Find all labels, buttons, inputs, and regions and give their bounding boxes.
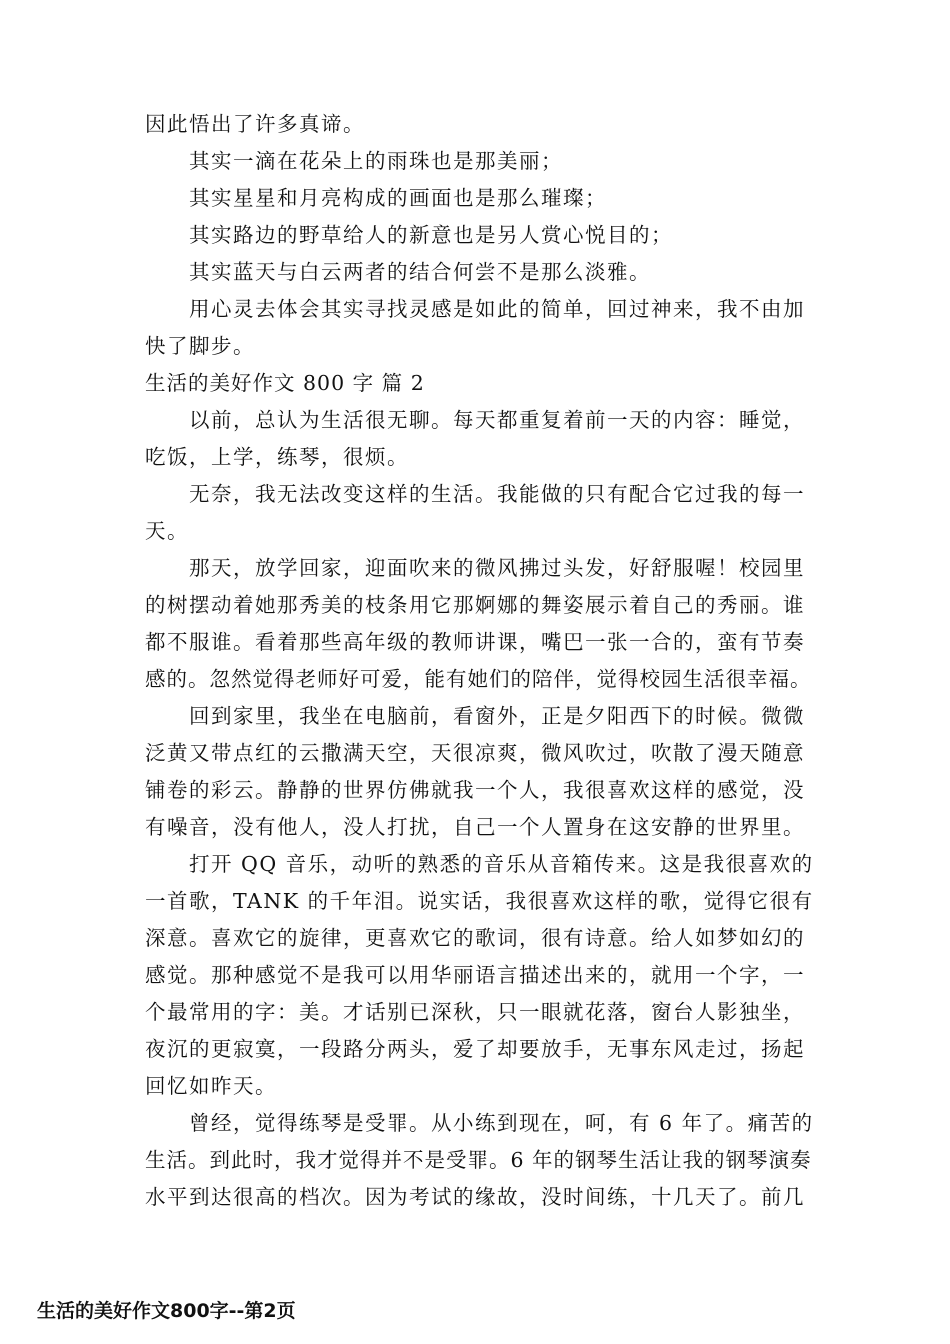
text-line: 因此悟出了许多真谛。 bbox=[145, 112, 365, 136]
text-line: 吃饭，上学，练琴，很烦。 bbox=[145, 445, 409, 469]
text-line: 感的。忽然觉得老师好可爱，能有她们的陪伴，觉得校园生活很幸福。 bbox=[145, 667, 812, 691]
text-line: 用心灵去体会其实寻找灵感是如此的简单，回过神来，我不由加 bbox=[189, 297, 805, 321]
text-line: 感觉。那种感觉不是我可以用华丽语言描述出来的，就用一个字，一 bbox=[145, 963, 805, 987]
section-heading: 生活的美好作文 800 字 篇 2 bbox=[145, 371, 425, 395]
text-line: 夜沉的更寂寞，一段路分两头，爱了却要放手，无事东风走过，扬起 bbox=[145, 1037, 805, 1061]
text-line: 打开 QQ 音乐，动听的熟悉的音乐从音箱传来。这是我很喜欢的 bbox=[189, 852, 814, 876]
text-line: 的树摆动着她那秀美的枝条用它那婀娜的舞姿展示着自己的秀丽。谁 bbox=[145, 593, 805, 617]
text-line: 天。 bbox=[145, 519, 189, 543]
document-body bbox=[145, 106, 815, 1216]
text-line: 深意。喜欢它的旋律，更喜欢它的歌词，很有诗意。给人如梦如幻的 bbox=[145, 926, 805, 950]
text-line: 泛黄又带点红的云撒满天空，天很凉爽，微风吹过，吹散了漫天随意 bbox=[145, 741, 805, 765]
page-footer: 生活的美好作文800字--第2页 bbox=[37, 1300, 296, 1322]
text-line: 一首歌，TANK 的千年泪。说实话，我很喜欢这样的歌，觉得它很有 bbox=[145, 889, 814, 913]
text-line: 其实星星和月亮构成的画面也是那么璀璨； bbox=[189, 186, 607, 210]
text-line: 其实路边的野草给人的新意也是另人赏心悦目的； bbox=[189, 223, 673, 247]
text-line: 那天，放学回家，迎面吹来的微风拂过头发，好舒服喔！校园里 bbox=[189, 556, 805, 580]
text-line: 回忆如昨天。 bbox=[145, 1074, 277, 1098]
text-line: 生活。到此时，我才觉得并不是受罪。6 年的钢琴生活让我的钢琴演奏 bbox=[145, 1148, 812, 1172]
text-line: 回到家里，我坐在电脑前，看窗外，正是夕阳西下的时候。微微 bbox=[189, 704, 805, 728]
text-line: 有噪音，没有他人，没人打扰，自己一个人置身在这安静的世界里。 bbox=[145, 815, 805, 839]
text-line: 其实一滴在花朵上的雨珠也是那美丽； bbox=[189, 149, 563, 173]
text-line: 其实蓝天与白云两者的结合何尝不是那么淡雅。 bbox=[189, 260, 651, 284]
text-line: 无奈，我无法改变这样的生活。我能做的只有配合它过我的每一 bbox=[189, 482, 805, 506]
text-line: 个最常用的字：美。才话别已深秋，只一眼就花落，窗台人影独坐， bbox=[145, 1000, 805, 1024]
text-line: 快了脚步。 bbox=[145, 334, 255, 358]
text-line: 铺卷的彩云。静静的世界仿佛就我一个人，我很喜欢这样的感觉，没 bbox=[145, 778, 805, 802]
text-line: 曾经，觉得练琴是受罪。从小练到现在，呵，有 6 年了。痛苦的 bbox=[189, 1111, 814, 1135]
text-line: 都不服谁。看着那些高年级的教师讲课，嘴巴一张一合的，蛮有节奏 bbox=[145, 630, 805, 654]
text-line: 以前，总认为生活很无聊。每天都重复着前一天的内容：睡觉， bbox=[189, 408, 805, 432]
text-line: 水平到达很高的档次。因为考试的缘故，没时间练，十几天了。前几 bbox=[145, 1185, 805, 1209]
